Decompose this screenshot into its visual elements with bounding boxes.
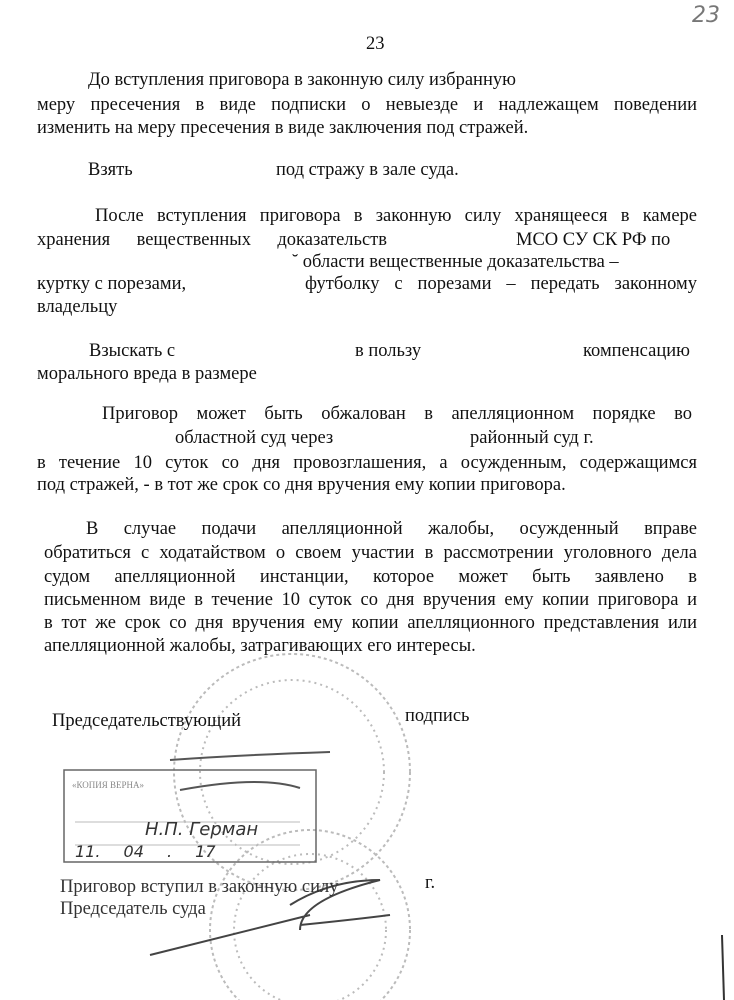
p4-line2: морального вреда в размере [37,364,257,384]
page-number: 23 [366,34,385,54]
p4-compensation: компенсацию [583,341,690,361]
p1-line3: изменить на меру пресечения в виде заключения под стражей. [37,118,529,138]
p4-recover: Взыскать с [89,341,176,361]
p6-line2: обратиться с ходатайством о своем участии в рассмотрении уголовного дела [44,543,697,563]
p3-line5: владельцу [37,297,118,317]
p5-line4: под стражей, - в тот же срок со дня вручения ему копии приговора. [37,475,566,495]
stamp-name: Н.П. Герман [145,819,259,840]
p6-line1: В случае подачи апелляционной жалобы, осужденный вправе [86,519,697,539]
p2-take: Взять [88,160,133,180]
court-chairman-label: Председатель суда [60,899,206,919]
p3-line1: После вступления приговора в законную силу хранящееся в камере [95,206,697,226]
p3-line4b: футболку с порезами – передать законному [305,274,697,294]
entered-force-label: Приговор вступил в законную силу [60,877,339,897]
p6-line3: судом апелляционной инстанции, которое может быть заявлено в [44,567,697,587]
presiding-label: Председательствующий [52,711,242,731]
handwritten-page-number: 23 [692,3,720,28]
p1-line2: меру пресечения в виде подписки о невыезде и надлежащем поведении [37,95,697,115]
p6-line6: апелляционной жалобы, затрагивающих его интересы. [44,636,476,656]
p3-line3: ˘ области вещественные доказательства – [292,252,619,272]
p5-line2b: районный суд г. [470,428,594,448]
p3-line2b: МСО СУ СК РФ по [516,230,671,250]
p5-line1: Приговор может быть обжалован в апелляционном порядке во [102,404,692,424]
year-suffix: г. [425,873,436,893]
p3-line2a: хранения вещественных доказательств [37,230,387,250]
p6-line5: в тот же срок со дня вручения ему копии апелляционного представления или [44,613,697,633]
signature-scribble [170,752,330,790]
p6-line4: письменном виде в течение 10 суток со дня вручения ему копии приговора и [44,590,697,610]
signature-label: подпись [405,706,470,726]
p1-line1: До вступления приговора в законную силу избранную [88,70,516,90]
stamp-header: «КОПИЯ ВЕРНА» [72,780,145,790]
stamp-date: 11. 04 . 17 [75,842,216,861]
p5-line3: в течение 10 суток со дня провозглашения, а осужденным, содержащимся [37,453,697,473]
p4-in-favor: в пользу [355,341,422,361]
p5-line2a: областной суд через [175,428,334,448]
p3-line4a: куртку с порезами, [37,274,187,294]
p2-custody: под стражу в зале суда. [276,160,459,180]
